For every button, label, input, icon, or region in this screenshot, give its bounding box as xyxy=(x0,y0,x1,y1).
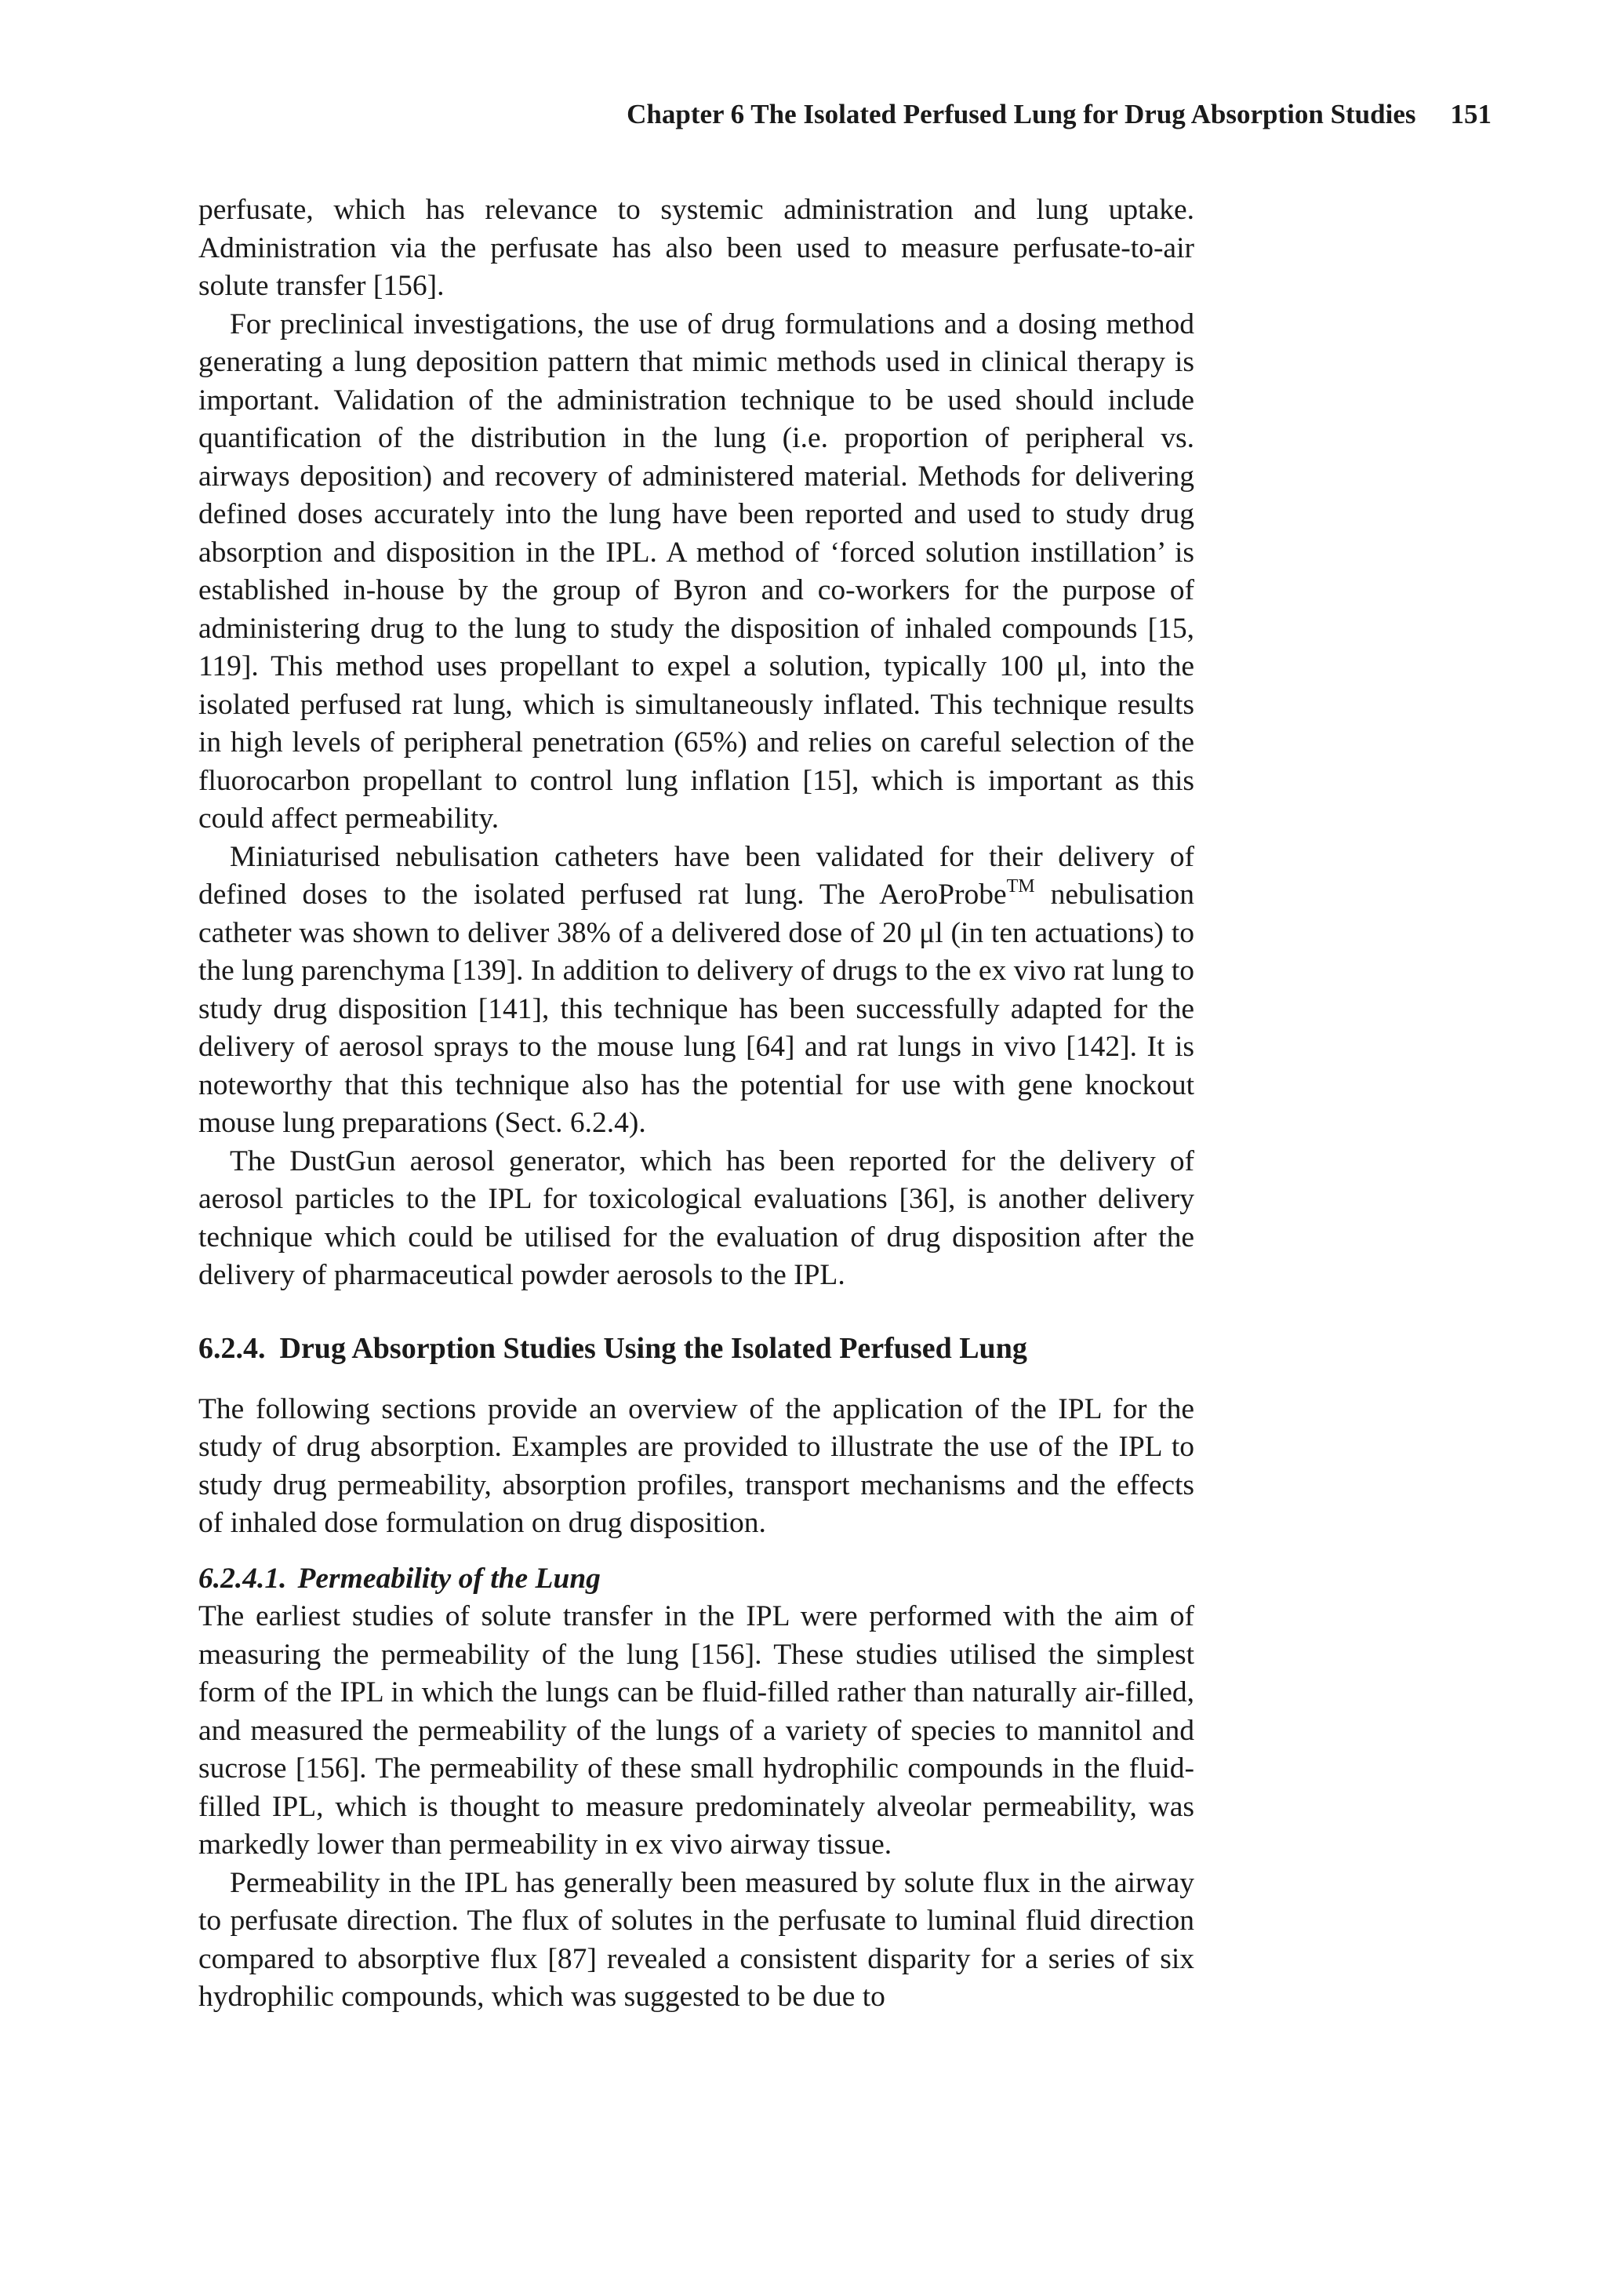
subsection-number: 6.2.4.1. xyxy=(198,1562,287,1595)
paragraph-6: The earliest studies of solute transfer in the IPL were performed with the aim of measuring the permeability of the lung [156]. These studies utilised the simplest form of the IPL in which the lungs can be fluid-filled rather than naturally air-filled, and measured the permeability of the lungs of a variety of species to mannitol and sucrose [156]. The permeability of these small hydrophilic compounds in the fluid-filled IPL, which is thought to measure predominately alveolar permeability, was markedly lower than permeability in ex vivo airway tissue. xyxy=(198,1600,1194,1861)
paragraph-3 xyxy=(198,839,1194,1143)
paragraph-7: Permeability in the IPL has generally been measured by solute flux in the airway to perfusate direction. The flux of solutes in the perfusate to luminal fluid direction compared to absorptive flux [87] revealed a consistent disparity for a series of six hydrophilic compounds, which was suggested to be due to xyxy=(198,1866,1194,2013)
paragraph-3-start: Miniaturised nebulisation catheters have been validated for their delivery of defined doses to the isolated perfused rat lung. The AeroProbe xyxy=(198,840,1194,911)
section-heading xyxy=(198,1330,1194,1367)
subsection-title: Permeability of the Lung xyxy=(297,1562,601,1595)
subsection-heading xyxy=(198,1560,1194,1599)
paragraph-1: perfusate, which has relevance to systemic administration and lung uptake. Administration via the perfusate has also been used to measure perfusate-to-air solute transfer [156]. xyxy=(198,194,1194,302)
chapter-title: Chapter 6 The Isolated Perfused Lung for Drug Absorption Studies xyxy=(627,99,1416,129)
paragraph-4: The DustGun aerosol generator, which has been reported for the delivery of aerosol particles to the IPL for toxicological evaluations [36], is another delivery technique which could be utilised for the evaluation of drug disposition after the delivery of pharmaceutical powder aerosols to the IPL. xyxy=(198,1144,1194,1291)
trademark-superscript: TM xyxy=(1006,876,1035,897)
page-number: 151 xyxy=(1450,99,1492,129)
running-header xyxy=(627,99,1492,130)
paragraph-5: The following sections provide an overview of the application of the IPL for the study of drug absorption. Examples are provided to illustrate the use of the IPL to study drug permeability, absorption profiles, transport mechanisms and the effects of inhaled dose formulation on drug disposition. xyxy=(198,1392,1194,1539)
paragraph-2: For preclinical investigations, the use of drug formulations and a dosing method generating a lung deposition pattern that mimic methods used in clinical therapy is important. Validation of the administration technique to be used should include quantification of the distribution in the lung (i.e. proportion of peripheral vs. airways deposition) and recovery of administered material. Methods for delivering defined doses accurately into the lung have been reported and used to study drug absorption and disposition in the IPL. A method of ‘forced solution instillation’ is established in-house by the group of Byron and co-workers for the purpose of administering drug to the lung to study the disposition of inhaled compounds [15, 119]. This method uses propellant to expel a solution, typically 100 μl, into the isolated perfused rat lung, which is simultaneously inflated. This technique results in high levels of peripheral penetration (65%) and relies on careful selection of the fluorocarbon propellant to control lung inflation [15], which is important as this could affect permeability. xyxy=(198,307,1194,835)
section-number: 6.2.4. xyxy=(198,1331,266,1365)
main-text xyxy=(198,191,1194,2017)
paragraph-3-end: nebulisation catheter was shown to deliver 38% of a delivered dose of 20 μl (in ten actuations) to the lung parenchyma [139]. In addition to delivery of drugs to the ex vivo rat lung to study drug disposition [141], this technique has been successfully adapted for the delivery of aerosol sprays to the mouse lung [64] and rat lungs in vivo [142]. It is noteworthy that this technique also has the potential for use with gene knockout mouse lung preparations (Sect. 6.2.4). xyxy=(198,879,1194,1139)
section-title: Drug Absorption Studies Using the Isolated Perfused Lung xyxy=(279,1331,1027,1365)
